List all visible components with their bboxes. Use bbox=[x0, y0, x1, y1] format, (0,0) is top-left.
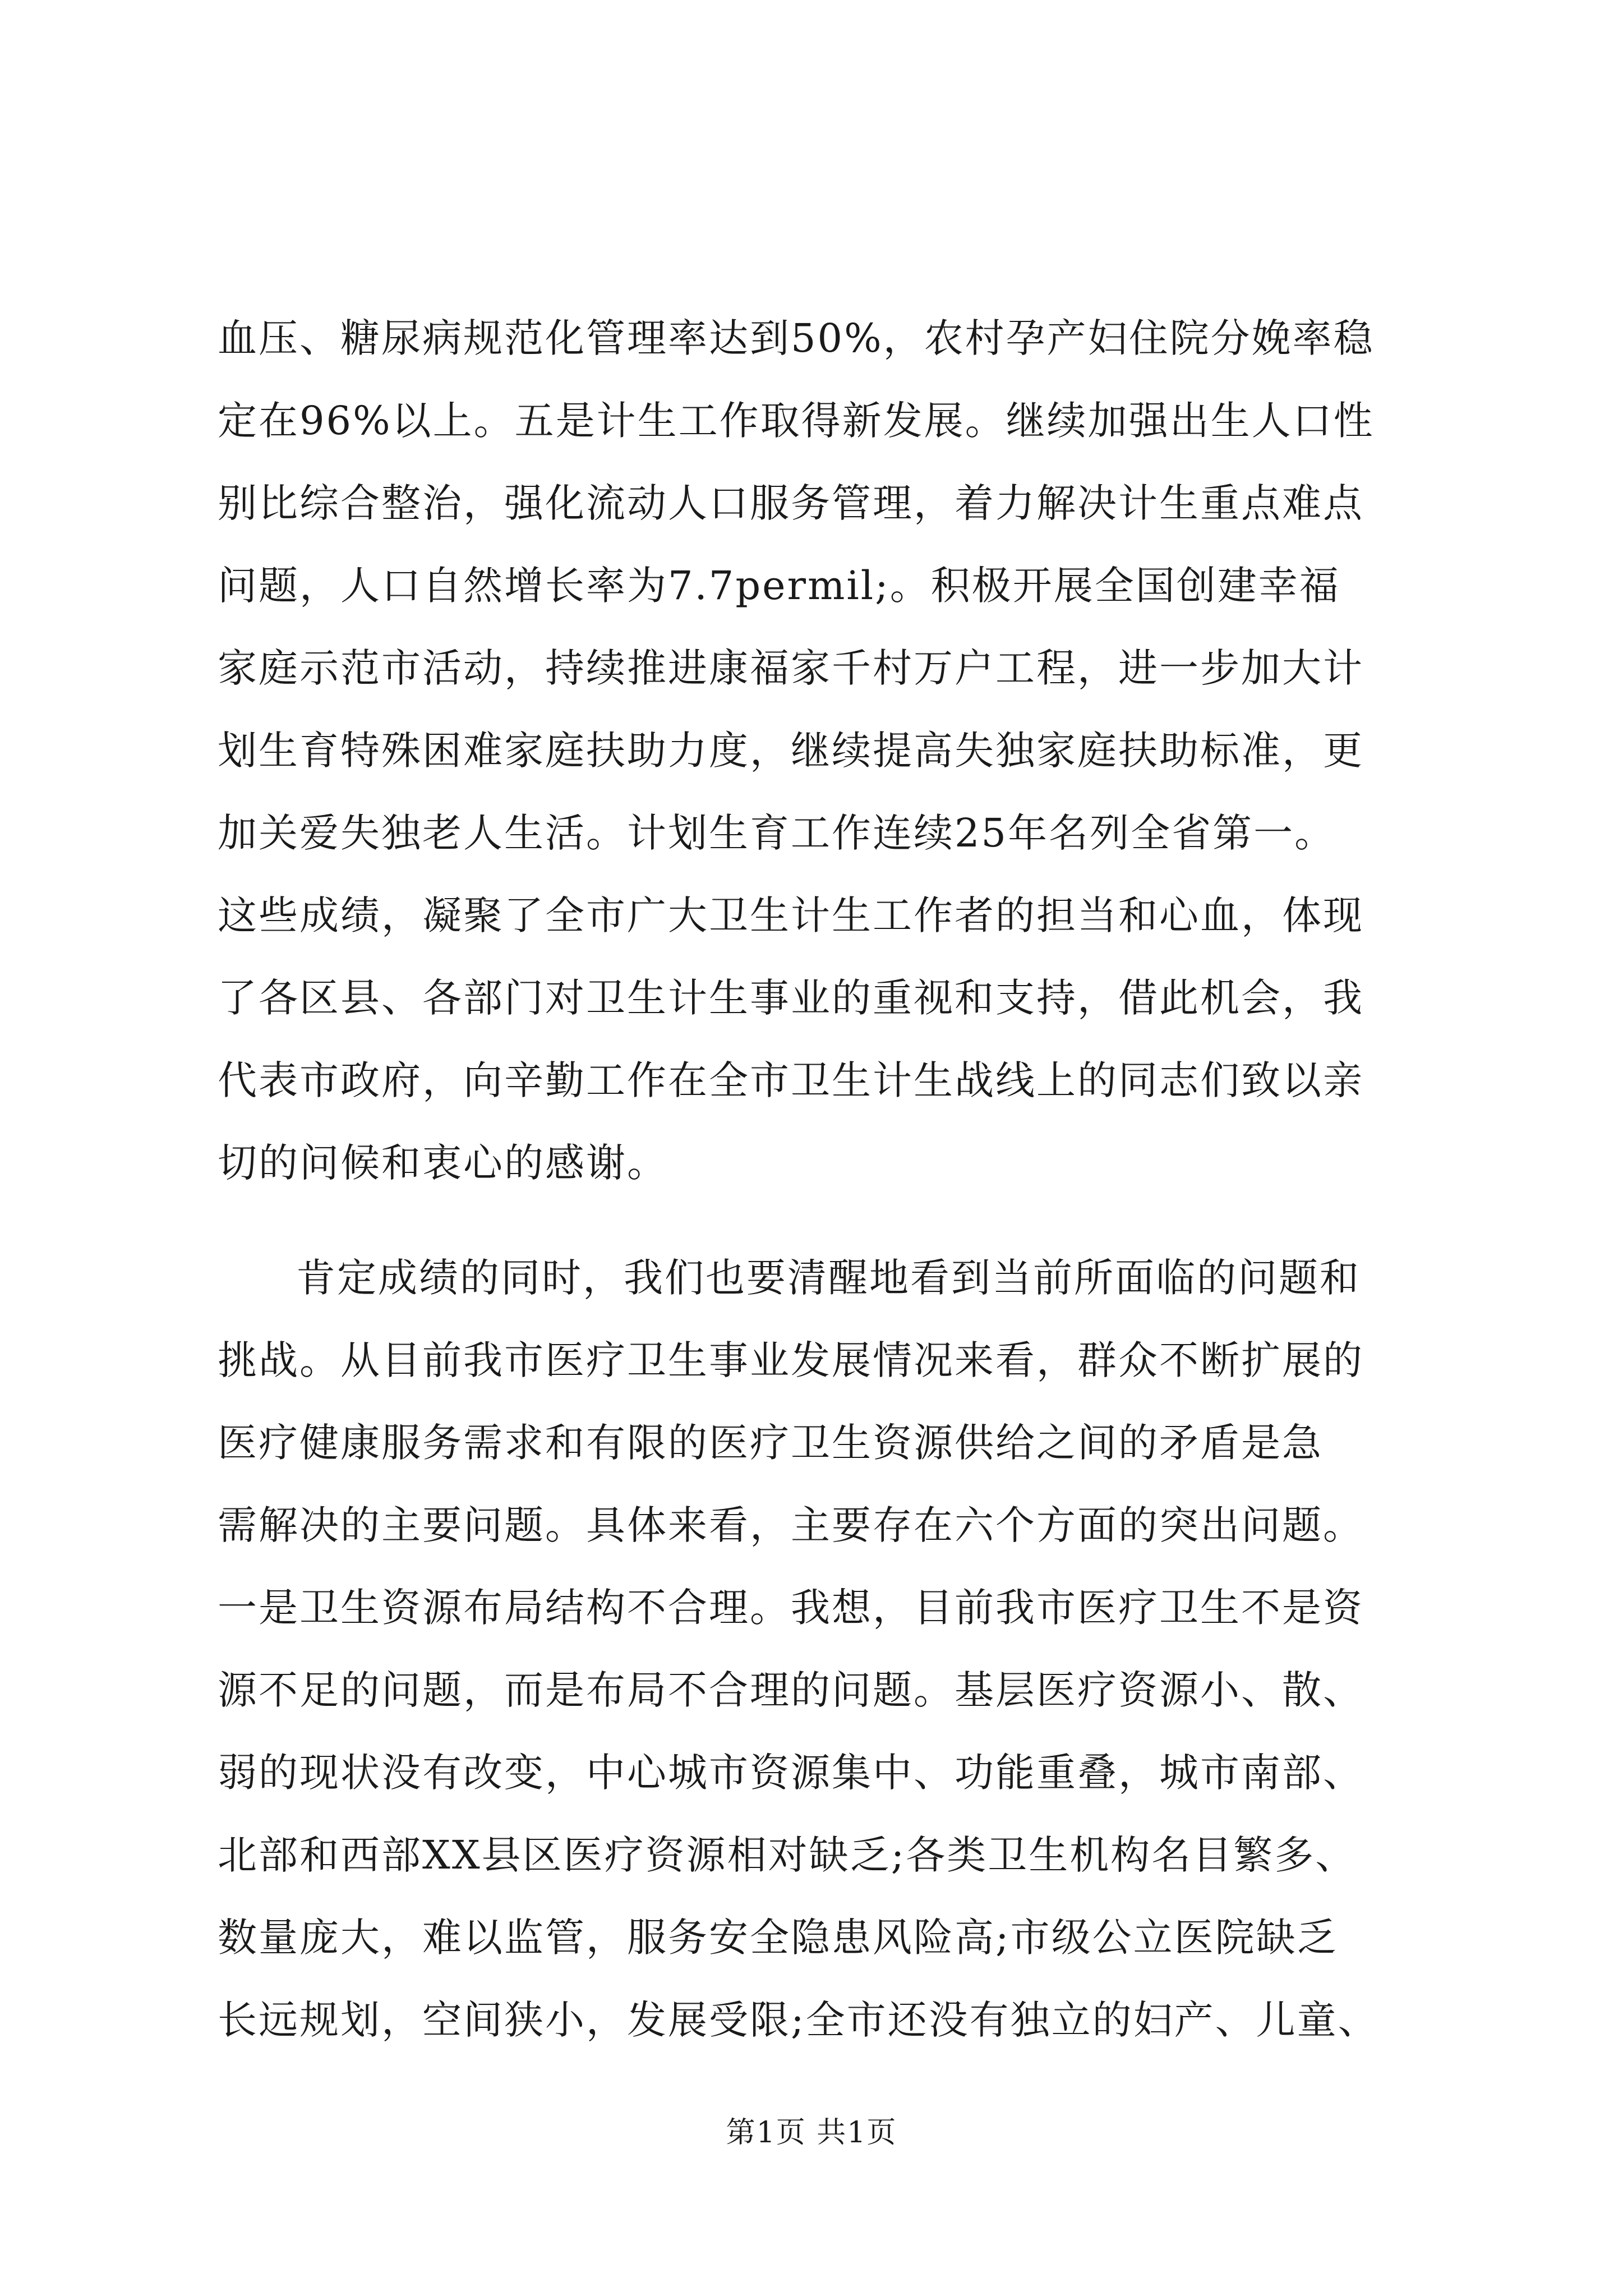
paragraph-1-line-1: 血压、糖尿病规范化管理率达到50%，农村孕产妇住院分娩率稳 bbox=[218, 315, 1375, 361]
paragraph-1-line-10: 代表市政府，向辛勤工作在全市卫生计生战线上的同志们致以亲 bbox=[218, 1057, 1364, 1103]
document-body bbox=[218, 297, 1423, 2062]
paragraph-2-line-10: 长远规划，空间狭小，发展受限;全市还没有独立的妇产、儿童、 bbox=[218, 1997, 1379, 2043]
paragraph-2-line-1: 肯定成绩的同时，我们也要清醒地看到当前所面临的问题和 bbox=[296, 1255, 1361, 1301]
paragraph-2-line-8: 北部和西部XX县区医疗资源相对缺乏;各类卫生机构名目繁多、 bbox=[218, 1832, 1357, 1878]
paragraph-2-line-7: 弱的现状没有改变，中心城市资源集中、功能重叠，城市南部、 bbox=[218, 1750, 1364, 1796]
paragraph-1-line-2: 定在96%以上。五是计生工作取得新发展。继续加强出生人口性 bbox=[218, 398, 1375, 444]
paragraph-gap bbox=[218, 1204, 1423, 1237]
paragraph-1-line-4: 问题，人口自然增长率为7.7permil;。积极开展全国创建幸福 bbox=[218, 563, 1340, 609]
page-number-footer: 第1页 共1页 bbox=[726, 2116, 897, 2150]
paragraph-1-line-6: 划生育特殊困难家庭扶助力度，继续提高失独家庭扶助标准，更 bbox=[218, 728, 1364, 774]
paragraph-2-line-2: 挑战。从目前我市医疗卫生事业发展情况来看，群众不断扩展的 bbox=[218, 1337, 1364, 1383]
paragraph-1-line-8: 这些成绩，凝聚了全市广大卫生计生工作者的担当和心血，体现 bbox=[218, 892, 1364, 938]
paragraph-1-line-11: 切的问候和衷心的感谢。 bbox=[218, 1140, 668, 1186]
paragraph-1-line-9: 了各区县、各部门对卫生计生事业的重视和支持，借此机会，我 bbox=[218, 975, 1364, 1021]
paragraph-2-line-4: 需解决的主要问题。具体来看，主要存在六个方面的突出问题。 bbox=[218, 1502, 1364, 1548]
paragraph-1-line-7: 加关爱失独老人生活。计划生育工作连续25年名列全省第一。 bbox=[218, 810, 1336, 856]
paragraph-1-line-3: 别比综合整治，强化流动人口服务管理，着力解决计生重点难点 bbox=[218, 480, 1364, 526]
paragraph-1-line-5: 家庭示范市活动，持续推进康福家千村万户工程，进一步加大计 bbox=[218, 645, 1364, 691]
paragraph-2-line-6: 源不足的问题，而是布局不合理的问题。基层医疗资源小、散、 bbox=[218, 1667, 1364, 1713]
paragraph-2-line-9: 数量庞大，难以监管，服务安全隐患风险高;市级公立医院缺乏 bbox=[218, 1915, 1338, 1961]
paragraph-2-line-5: 一是卫生资源布局结构不合理。我想，目前我市医疗卫生不是资 bbox=[218, 1585, 1364, 1631]
paragraph-2-line-3: 医疗健康服务需求和有限的医疗卫生资源供给之间的矛盾是急 bbox=[218, 1420, 1323, 1466]
